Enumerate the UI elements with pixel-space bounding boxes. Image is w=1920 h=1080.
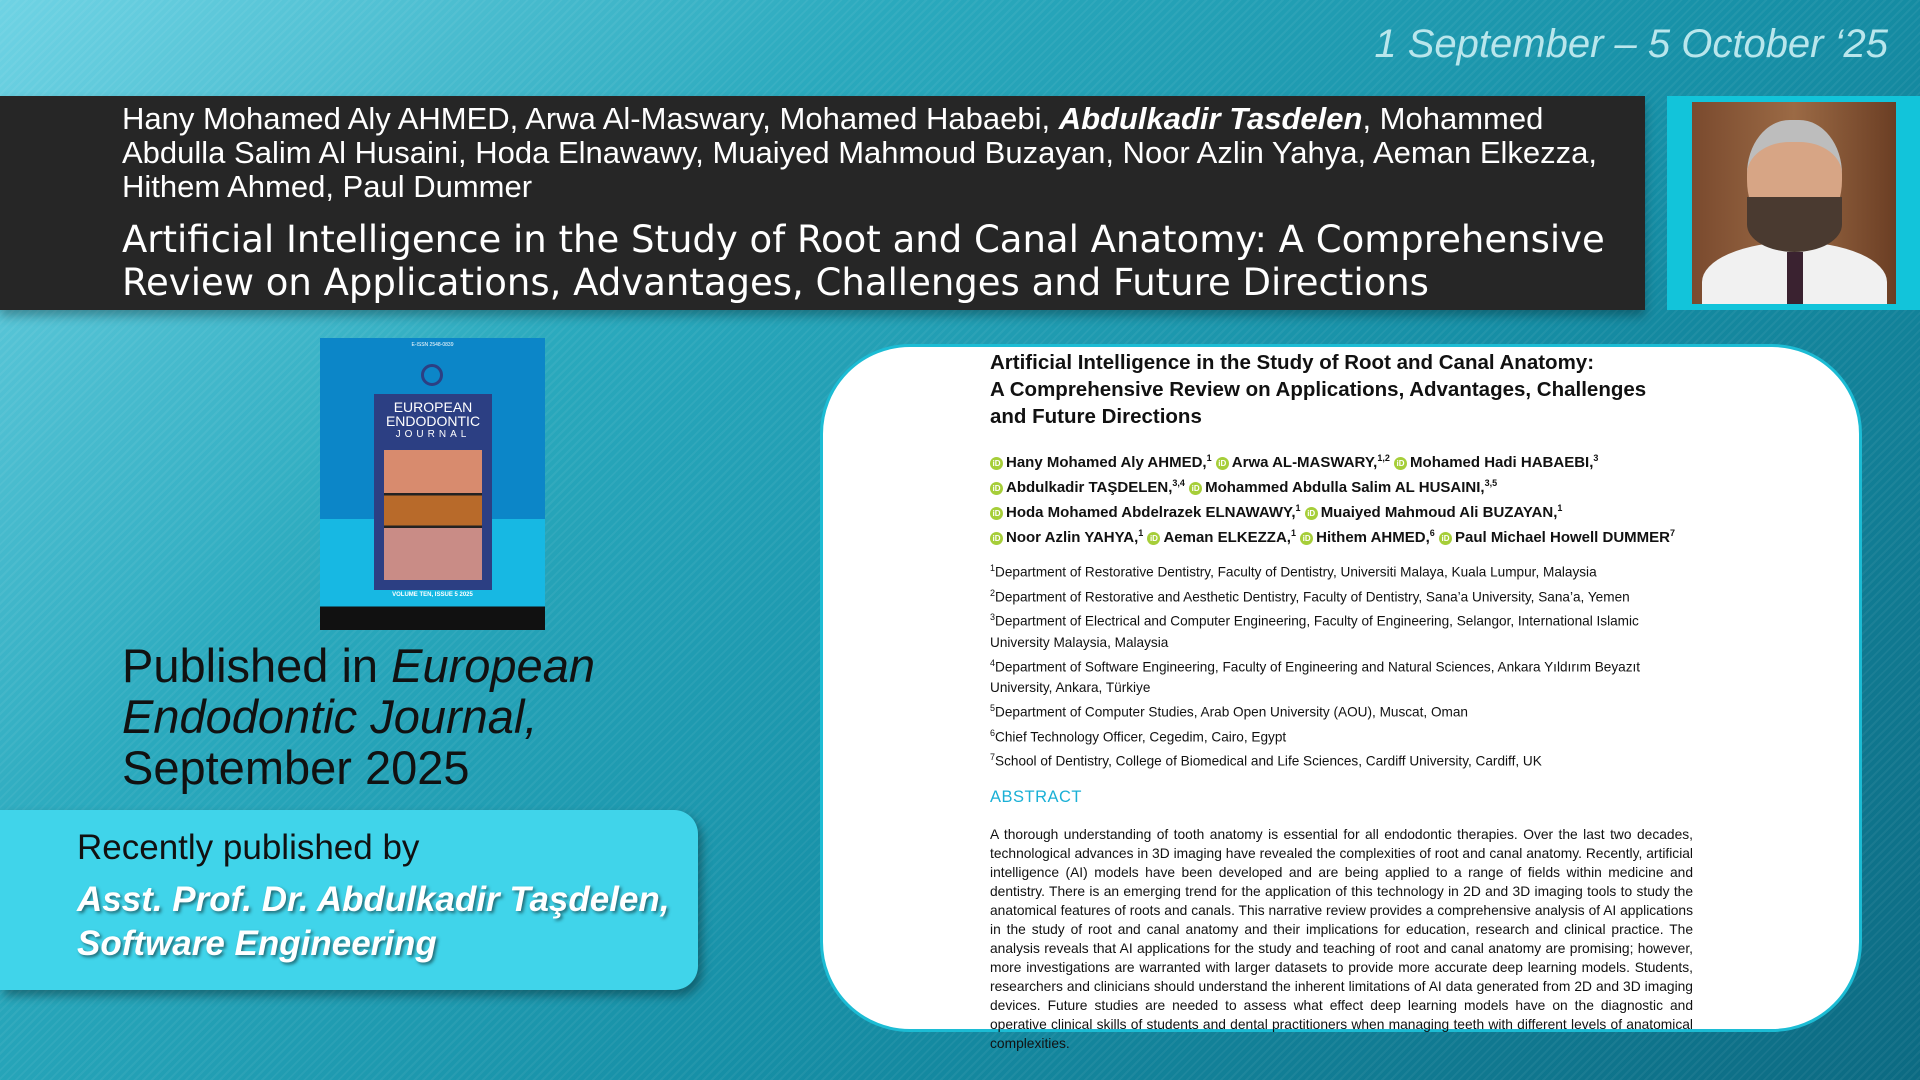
affiliation-number: 6 bbox=[990, 727, 996, 738]
orcid-icon[interactable]: iD bbox=[990, 532, 1003, 545]
author-row bbox=[990, 473, 1859, 498]
affiliation-mark: 3,4 bbox=[1172, 478, 1185, 488]
cover-volume: VOLUME TEN, ISSUE 5 2025 bbox=[392, 592, 473, 598]
header-band bbox=[0, 96, 1645, 310]
abstract-text: A thorough understanding of tooth anatomy is essential for all endodontic therapies. Over the last two decades, technological advances in 3D imaging have revealed the complexities of root and canal anatomy. Recently, artificial intelligence (AI) models have been developed and are being applied to a range of fields within medicine and dentistry. There is an emerging trend for the application of this technology in 2D and 3D imaging tools to study the anatomical features of roots and canals. This narrative review provides a comprehensive analysis of AI applications in the study of root and canal anatomy and their implications for education, research and clinical practice. The analysis reveals that AI applications for the study and teaching of root and canal anatomy are promising; however, more investigations are warranted with larger datasets to provide more accurate deep learning models. Students, researchers and clinicians should understand the inherent limitations of AI data generated from 2D and 3D imaging devices. Future studies are needed to assess what effect deep learning models have on the diagnostic and operative clinical skills of students and dental practitioners when managing teeth with different levels of anatomical complexities. bbox=[990, 826, 1693, 1051]
date-range: 1 September – 5 October ‘25 bbox=[1374, 22, 1888, 66]
author-row bbox=[990, 523, 1859, 548]
author-name: Hany Mohamed Aly AHMED, bbox=[1006, 454, 1207, 471]
highlighted-author: Abdulkadir Tasdelen bbox=[1058, 101, 1363, 136]
affiliation bbox=[990, 723, 1695, 748]
affiliation bbox=[990, 747, 1695, 772]
paper-authors bbox=[990, 448, 1859, 548]
author-row bbox=[990, 498, 1859, 523]
affiliation bbox=[990, 558, 1695, 583]
affiliation-text: Department of Software Engineering, Faculty of Engineering and Natural Sciences, Ankara Yıldırım Beyazıt University, Ankara, Türkiye bbox=[990, 659, 1641, 696]
affiliation-mark: 3 bbox=[1593, 453, 1599, 463]
affiliation-mark: 1 bbox=[1295, 503, 1301, 513]
recent-department: Software Engineering bbox=[77, 924, 437, 963]
affiliation-number: 5 bbox=[990, 703, 996, 714]
affiliation-text: Department of Computer Studies, Arab Open University (AOU), Muscat, Oman bbox=[995, 704, 1468, 720]
orcid-icon[interactable]: iD bbox=[990, 507, 1003, 520]
author-name: Aeman ELKEZZA, bbox=[1163, 529, 1291, 546]
recent-label: Recently published by bbox=[77, 828, 420, 867]
published-date: September 2025 bbox=[122, 741, 470, 794]
affiliation-text: Chief Technology Officer, Cegedim, Cairo, Egypt bbox=[995, 729, 1287, 745]
affiliations bbox=[990, 558, 1695, 772]
author-name: Mohammed Abdulla Salim AL HUSAINI, bbox=[1205, 479, 1485, 496]
authors-before: Hany Mohamed Aly AHMED, Arwa Al-Maswary, Mohamed Habaebi, bbox=[122, 101, 1059, 136]
author-photo-frame bbox=[1667, 96, 1920, 310]
cover-title-1: EUROPEAN bbox=[393, 399, 473, 415]
journal-name: European Endodontic Journal, bbox=[122, 639, 595, 743]
affiliation-mark: 1 bbox=[1138, 528, 1144, 538]
author-name: Arwa AL-MASWARY, bbox=[1231, 454, 1378, 471]
journal-cover bbox=[320, 338, 545, 630]
author-list bbox=[122, 102, 1645, 204]
affiliation-text: Department of Restorative and Aesthetic Dentistry, Faculty of Dentistry, Sana’a University, Sana’a, Yemen bbox=[995, 589, 1630, 605]
paper-title: Artificial Intelligence in the Study of Root and Canal Anatomy: A Comprehensive Review on Applications, Advantages, Challenges and Future Directions bbox=[122, 218, 1605, 304]
author-name: Noor Azlin YAHYA, bbox=[1006, 529, 1139, 546]
abstract-heading: ABSTRACT bbox=[990, 787, 1083, 806]
journal-logo-icon bbox=[421, 364, 443, 386]
author-name: Abdulkadir TAŞDELEN, bbox=[1006, 479, 1173, 496]
affiliation-number: 3 bbox=[990, 612, 996, 623]
affiliation-text: Department of Electrical and Computer Engineering, Faculty of Engineering, Selangor, International Islamic University Malaysia, Malaysia bbox=[990, 613, 1639, 650]
author-name: Hoda Mohamed Abdelrazek ELNAWAWY, bbox=[1006, 504, 1296, 521]
affiliation bbox=[990, 583, 1695, 608]
title-line: A Comprehensive Review on Applications, Advantages, Challenges bbox=[990, 378, 1647, 401]
cover-title-2: ENDODONTIC bbox=[385, 413, 481, 429]
published-in bbox=[122, 640, 782, 793]
title-line: Artificial Intelligence in the Study of Root and Canal Anatomy: bbox=[990, 351, 1595, 374]
orcid-icon[interactable]: iD bbox=[1147, 532, 1160, 545]
authors-after: , Mohammed Abdulla Salim Al Husaini, Hoda Elnawawy, Muaiyed Mahmoud Buzayan, Noor Azlin Yahya, Aeman Elkezza, Hithem Ahmed, Paul Dummer bbox=[122, 101, 1597, 204]
author-name: Paul Michael Howell DUMMER bbox=[1454, 529, 1671, 546]
author-name: Mohamed Hadi HABAEBI, bbox=[1410, 454, 1594, 471]
affiliation-text: School of Dentistry, College of Biomedical and Life Sciences, Cardiff University, Cardiff, UK bbox=[995, 753, 1542, 769]
recent-author-name: Asst. Prof. Dr. Abdulkadir Taşdelen, bbox=[77, 880, 670, 919]
orcid-icon[interactable]: iD bbox=[1394, 457, 1407, 470]
paper-preview bbox=[820, 344, 1862, 1051]
affiliation-mark: 3,5 bbox=[1484, 478, 1498, 488]
author-name: Hithem AHMED, bbox=[1316, 529, 1430, 546]
affiliation-mark: 1 bbox=[1290, 528, 1296, 538]
affiliation-mark: 1,2 bbox=[1377, 453, 1390, 463]
affiliation-mark: 1 bbox=[1557, 503, 1563, 513]
affiliation-mark: 7 bbox=[1670, 528, 1676, 538]
affiliation-number: 4 bbox=[990, 657, 996, 668]
recently-published-box bbox=[0, 810, 698, 990]
affiliation-number: 1 bbox=[990, 563, 996, 573]
orcid-icon[interactable]: iD bbox=[990, 457, 1003, 470]
cover-images bbox=[384, 450, 482, 580]
affiliation-number: 7 bbox=[990, 752, 996, 763]
orcid-icon[interactable]: iD bbox=[990, 482, 1003, 495]
orcid-icon[interactable]: iD bbox=[1439, 532, 1452, 545]
affiliation-number: 2 bbox=[990, 587, 996, 598]
affiliation bbox=[990, 607, 1695, 653]
published-prefix: Published in bbox=[122, 639, 392, 692]
title-line: and Future Directions bbox=[990, 405, 1202, 428]
orcid-icon[interactable]: iD bbox=[1189, 482, 1202, 495]
author-row bbox=[990, 448, 1859, 473]
orcid-icon[interactable]: iD bbox=[1216, 457, 1229, 470]
author-photo bbox=[1692, 102, 1896, 304]
cover-title-3: JOURNAL bbox=[395, 429, 471, 440]
paper-preview-title bbox=[990, 349, 1859, 430]
affiliation-text: Department of Restorative Dentistry, Faculty of Dentistry, Universiti Malaya, Kuala Lumpur, Malaysia bbox=[995, 564, 1597, 580]
orcid-icon[interactable]: iD bbox=[1305, 507, 1318, 520]
affiliation-mark: 1 bbox=[1206, 453, 1212, 463]
affiliation bbox=[990, 653, 1695, 699]
author-name: Muaiyed Mahmoud Ali BUZAYAN, bbox=[1320, 504, 1558, 521]
affiliation-mark: 6 bbox=[1429, 528, 1435, 538]
orcid-icon[interactable]: iD bbox=[1300, 532, 1313, 545]
affiliation bbox=[990, 698, 1695, 723]
cover-issn: E-ISSN 2548-0839 bbox=[411, 342, 454, 348]
